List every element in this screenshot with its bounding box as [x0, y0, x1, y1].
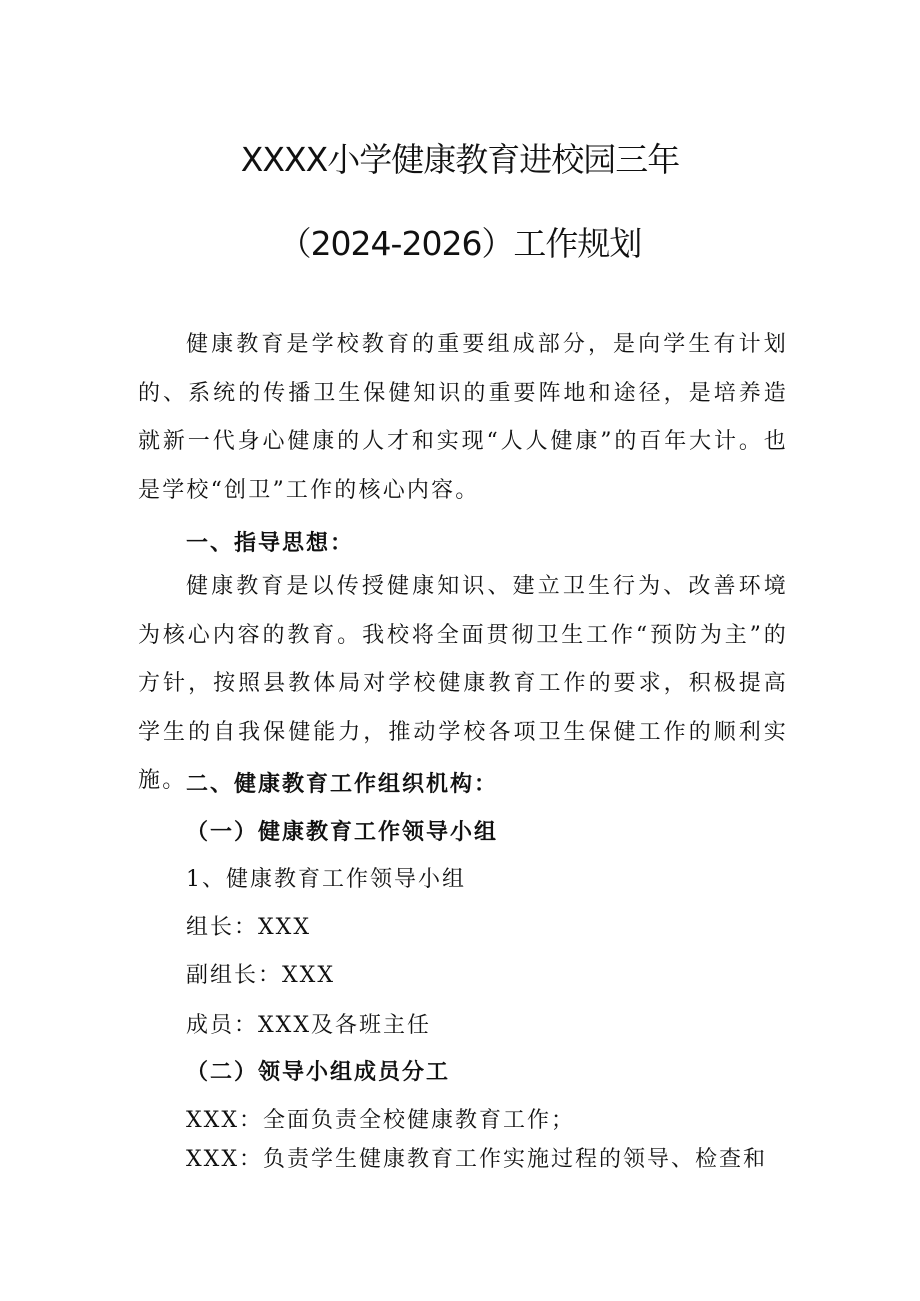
document-title-line-2: （2024-2026）工作规划	[278, 224, 642, 263]
members-line: 成员：XXX及各班主任	[186, 1013, 431, 1038]
section-1-paragraph: 健康教育是以传授健康知识、建立卫生行为、改善环境为核心内容的教育。我校将全面贯彻卫生工作“预防为主”的方针，按照县教体局对学校健康教育工作的要求，积极提高学生的自我保健能力，推动学校各项卫生保健工作的顺利实施。	[138, 574, 788, 793]
subsection-1-item: 1、健康教育工作领导小组	[186, 867, 466, 892]
section-2-heading: 二、健康教育工作组织机构：	[186, 771, 499, 797]
document-title-line-1: XXXX小学健康教育进校园三年	[240, 140, 680, 179]
duty-line-2: XXX：负责学生健康教育工作实施过程的领导、检查和	[186, 1147, 767, 1172]
section-1-heading: 一、指导思想：	[186, 530, 355, 556]
vice-leader-line: 副组长：XXX	[186, 963, 335, 988]
duty-line-1: XXX：全面负责全校健康教育工作；	[186, 1108, 575, 1133]
subsection-2-heading: （二）领导小组成员分工	[186, 1059, 451, 1085]
subsection-1-heading: （一）健康教育工作领导小组	[186, 819, 499, 845]
intro-paragraph: 健康教育是学校教育的重要组成部分，是向学生有计划的、系统的传播卫生保健知识的重要阵地和途径，是培养造就新一代身心健康的人才和实现“人人健康”的百年大计。也是学校“创卫”工作的核心内容。	[138, 332, 788, 503]
leader-line: 组长：XXX	[186, 915, 311, 940]
